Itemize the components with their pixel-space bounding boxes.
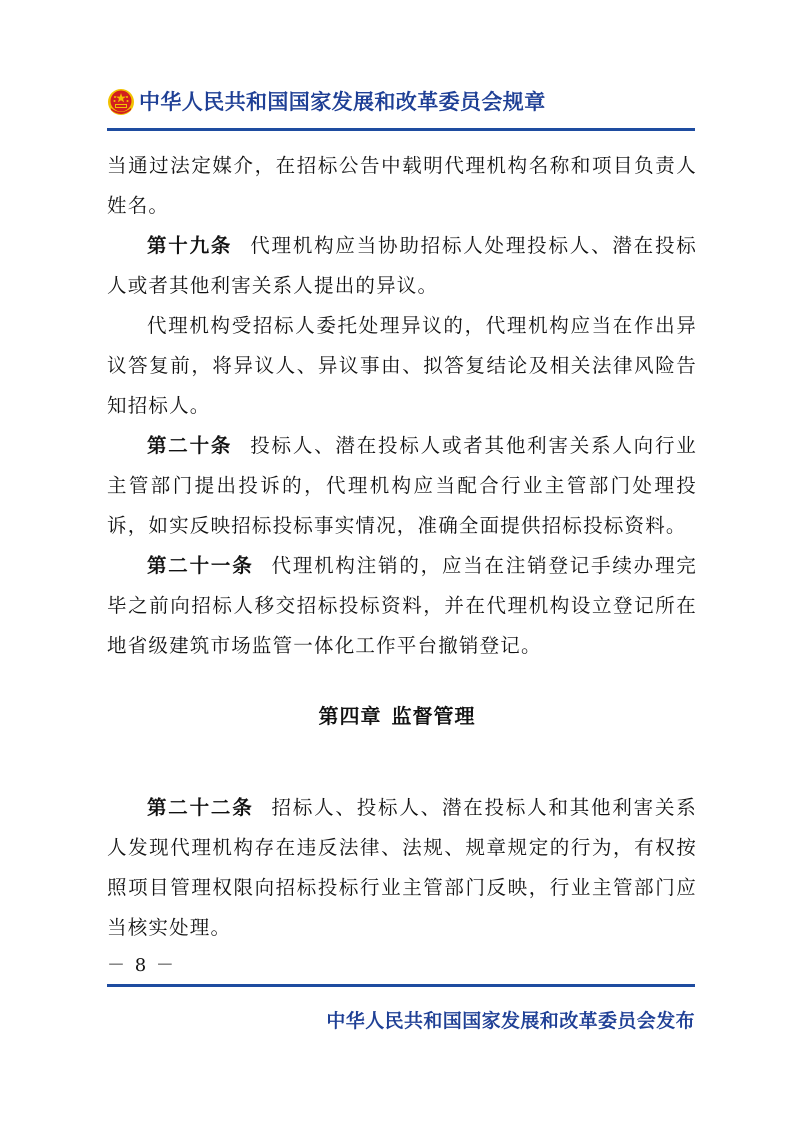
article-label: 第十九条 <box>147 234 233 257</box>
page-header <box>107 86 695 126</box>
article-label: 第二十一条 <box>147 554 254 577</box>
article-22 <box>107 788 697 948</box>
page-number: － 8 － <box>107 955 176 976</box>
article-text: 招标人、投标人、潜在投标人和其他利害关系人发现代理机构存在违反法律、法规、规章规定的行为，有权按照项目管理权限向招标投标行业主管部门反映，行业主管部门应当核实处理。 <box>107 796 697 939</box>
article-text: 投标人、潜在投标人或者其他利害关系人向行业主管部门提出投诉的，代理机构应当配合行业主管部门处理投诉，如实反映招标投标事实情况，准确全面提供招标投标资料。 <box>107 434 697 537</box>
header-divider <box>107 128 695 131</box>
footer-publisher: 中华人民共和国国家发展和改革委员会发布 <box>326 1010 695 1032</box>
article-text: 代理机构应当协助招标人处理投标人、潜在投标人或者其他利害关系人提出的异议。 <box>107 234 697 297</box>
paragraph: 代理机构受招标人委托处理异议的，代理机构应当在作出异议答复前，将异议人、异议事由、拟答复结论及相关法律风险告知招标人。 <box>107 314 697 417</box>
header-title: 中华人民共和国国家发展和改革委员会规章 <box>139 90 546 114</box>
chapter-number: 第四章 <box>318 704 382 728</box>
footer-divider <box>107 984 695 987</box>
article-label: 第二十条 <box>147 434 233 457</box>
article-20 <box>107 426 697 546</box>
paragraph: 当通过法定媒介，在招标公告中载明代理机构名称和项目负责人姓名。 <box>107 154 697 217</box>
article-label: 第二十二条 <box>147 796 254 819</box>
article-text: 代理机构注销的，应当在注销登记手续办理完毕之前向招标人移交招标投标资料，并在代理机构设立登记所在地省级建筑市场监管一体化工作平台撤销登记。 <box>107 554 697 657</box>
article-21 <box>107 546 697 666</box>
chapter-heading <box>107 696 697 736</box>
document-body <box>107 146 697 948</box>
national-emblem-icon <box>107 88 135 116</box>
chapter-title: 监督管理 <box>391 704 476 728</box>
article-19 <box>107 226 697 306</box>
